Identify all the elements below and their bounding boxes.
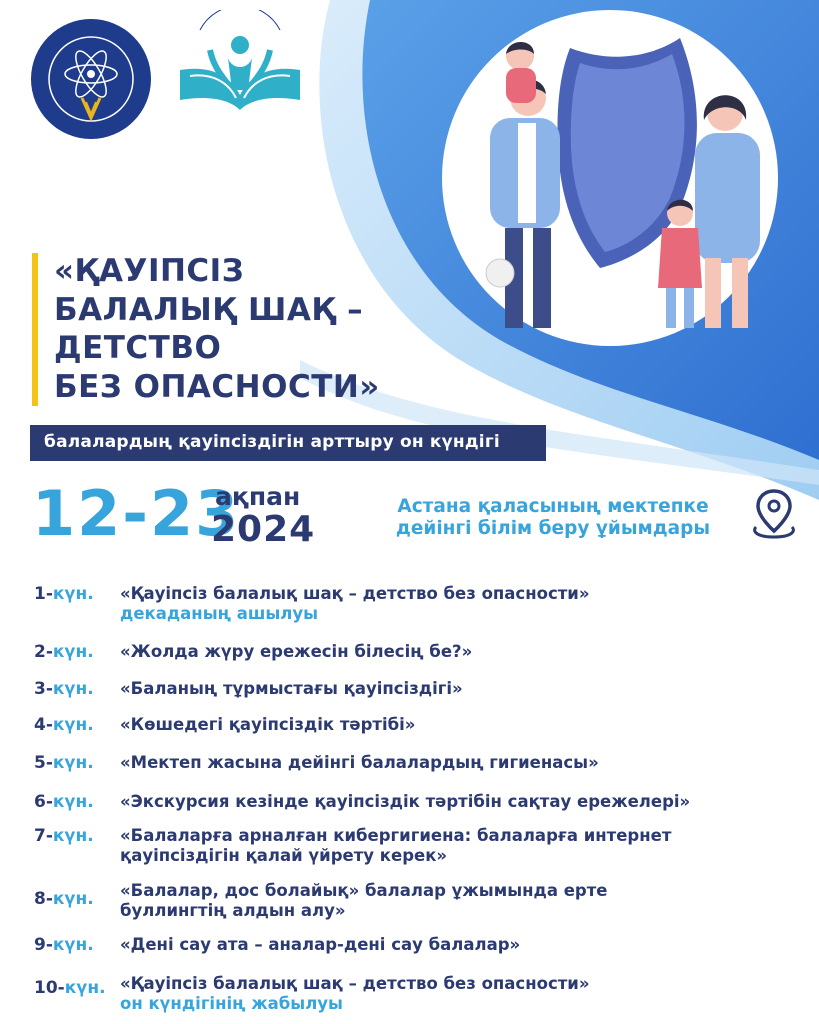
event-title: «Көшедегі қауіпсіздік тәртібі» — [120, 715, 416, 734]
day-label: 4-күн. — [34, 715, 94, 735]
bilim-basqarmasy-logo — [30, 18, 152, 140]
day-label: 6-күн. — [34, 792, 94, 812]
location-line-2: дейінгі білім беру ұйымдары — [395, 518, 711, 539]
title-line-4: БЕЗ ОПАСНОСТИ» — [54, 368, 380, 405]
day-label: 9-күн. — [34, 935, 94, 955]
event-title: «Балаларға арналған кибергигиена: балаларға интернет қауіпсіздігін қалай үйрету керек» — [120, 826, 672, 865]
event-title: «Мектеп жасына дейінгі балалардың гигиенасы» — [120, 753, 599, 772]
day-label: 3-күн. — [34, 679, 94, 699]
day-label: 2-күн. — [34, 642, 94, 662]
event-title: «Экскурсия кезінде қауіпсіздік тәртібін сақтау ережелері» — [120, 792, 691, 811]
title-line-1: «ҚАУІПСІЗ — [54, 253, 245, 289]
event-title: «Қауіпсіз балалық шақ – детство без опасности» он күндігінің жабылуы — [120, 974, 590, 1013]
day-label: 10-күн. — [34, 978, 106, 998]
title-line-3: ДЕТСТВО — [54, 330, 222, 366]
day-label: 1-күн. — [34, 584, 94, 604]
event-title: «Қауіпсіз балалық шақ – детство без опасности» декаданың ашылуы — [120, 584, 590, 623]
date-year: 2024 — [211, 509, 316, 550]
title-line-2: БАЛАЛЫҚ ШАҚ – — [54, 291, 364, 328]
location-line-1: Астана қаласының мектепке — [397, 496, 709, 517]
day-label: 7-күн. — [34, 826, 94, 846]
event-title: «Жолда жүру ережесін білесің бе?» — [120, 642, 473, 661]
event-title: «Дені сау ата – аналар-дені сау балалар» — [120, 935, 521, 954]
page-title — [54, 252, 380, 406]
day-label: 5-күн. — [34, 753, 94, 773]
location-pin-icon — [750, 487, 798, 539]
subtitle: балалардың қауіпсіздігін арттыру он күндігі — [44, 432, 500, 452]
title-accent-bar — [32, 253, 38, 406]
event-title: «Балалар, дос болайық» балалар ұжымында ерте буллингтің алдын алу» — [120, 881, 608, 920]
date-range: 12-23 — [32, 477, 241, 550]
family-shield-illustration — [440, 8, 780, 348]
location-text — [378, 496, 728, 540]
adistemelik-ortalygy-logo — [170, 10, 310, 122]
day-label: 8-күн. — [34, 889, 94, 909]
date-month: ақпан — [215, 482, 301, 511]
event-title: «Баланың тұрмыстағы қауіпсіздігі» — [120, 679, 463, 698]
